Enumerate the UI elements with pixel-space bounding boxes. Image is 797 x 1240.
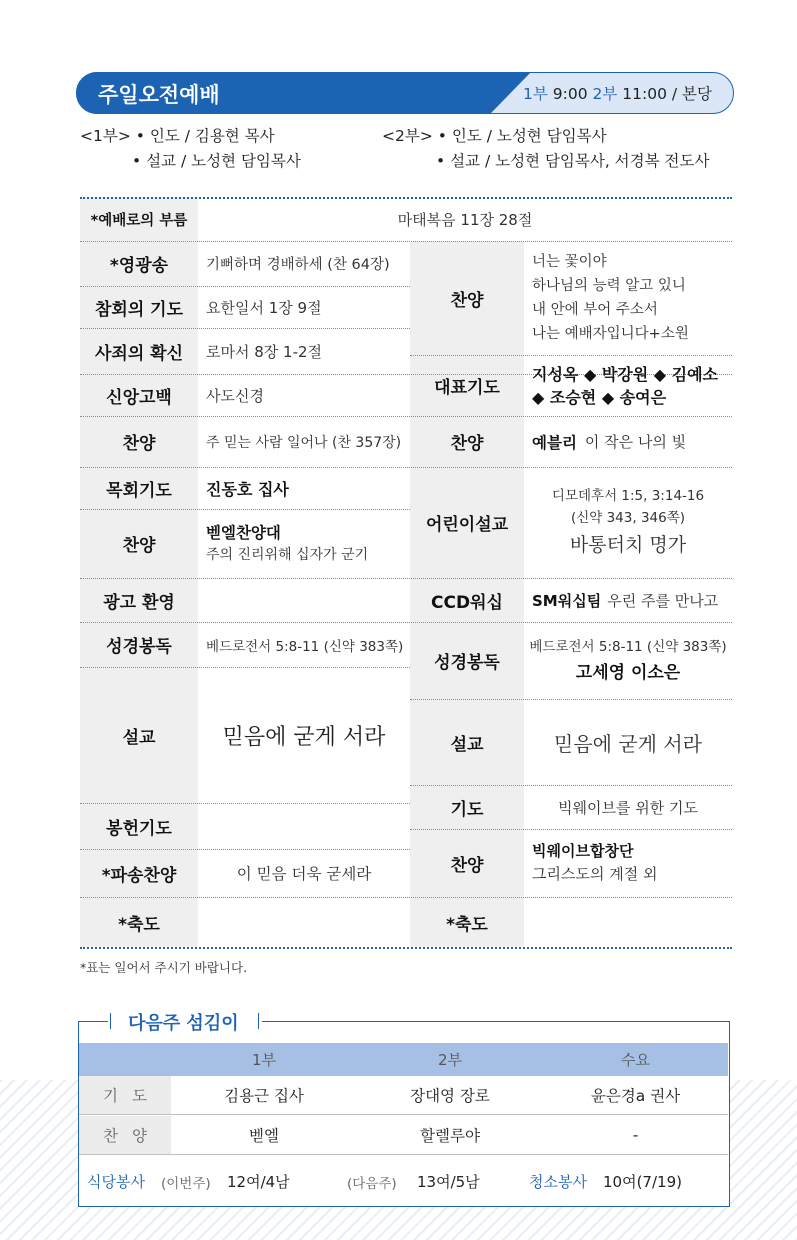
table-header [79, 1043, 728, 1076]
sermon-2-label: 설교 [450, 734, 484, 755]
praise-songs: 너는 꽃이야 하나님의 능력 알고 있니 내 안에 부어 주소서 나는 예배자입니다+소원 [532, 254, 689, 342]
first-service-leaders: <1부> • 인도 / 김용현 목사 • 설교 / 노성현 담임목사 [80, 127, 301, 170]
service-banner [76, 72, 734, 114]
second-service-leaders: <2부> • 인도 / 노성현 담임목사 • 설교 / 노성현 담임목사, 서경복 전도사 [382, 127, 710, 170]
hymn-label: 찬양 [122, 434, 156, 454]
call-to-worship-label: *예배로의 부름 [90, 212, 188, 229]
table-cell: - [632, 1126, 639, 1144]
scripture-reading-2-value: 베드로전서 5:8-11 (신약 383쪽) 고세영 이소은 [529, 638, 727, 683]
pastoral-prayer-value: 진동호 집사 [206, 479, 289, 499]
choir-value: 벧엘찬양대 주의 진리위해 십자가 군기 [206, 523, 369, 563]
table-cell: 할렐루야 [420, 1127, 480, 1145]
next-week-servers-table [78, 1021, 730, 1207]
next-week-title-bar [78, 1009, 730, 1033]
confession-label: 참회의 기도 [94, 299, 184, 320]
praise-2-value: 예블리 이 작은 나의 빛 [532, 433, 687, 452]
assurance-label: 사죄의 확신 [94, 343, 184, 364]
offering-prayer-label: 봉헌기도 [106, 818, 172, 839]
cleaning-service-label: 청소봉사 [529, 1173, 587, 1191]
table-row [79, 1116, 728, 1155]
table-cell: 장대영 장로 [410, 1087, 490, 1105]
assurance-value: 로마서 8장 1-2절 [206, 342, 323, 361]
gloria-label: *영광송 [109, 256, 169, 276]
gloria-value: 기뻐하며 경배하세 (찬 64장) [206, 257, 390, 273]
column-header: 수요 [621, 1051, 650, 1069]
ccd-worship-label: CCD워십 [431, 592, 503, 613]
children-sermon-value: 디모데후서 1:5, 3:14-16 (신약 343, 346쪽) 바통터치 명가 [551, 487, 705, 556]
sermon-label: 설교 [122, 727, 156, 748]
closing-hymn-value: 이 믿음 더욱 굳세라 [236, 865, 372, 883]
sermon-title: 믿음에 굳게 서라 [222, 724, 386, 750]
ccd-worship-value: SM워십팀 우린 주를 만나고 [532, 591, 719, 610]
row-label: 찬양 [79, 1116, 171, 1154]
choir-label: 찬양 [122, 536, 156, 556]
table-cell: 윤은경a 권사 [590, 1087, 681, 1105]
this-week-value: 12여/4남 [227, 1173, 290, 1191]
call-to-worship-value: 마태복음 11장 28절 [397, 210, 533, 229]
service-duty-footer [79, 1160, 728, 1200]
row-label: 기도 [79, 1076, 171, 1114]
scripture-reading-2-label: 성경봉독 [434, 653, 500, 673]
table-cell: 벧엘 [249, 1127, 279, 1145]
column-header: 2부 [437, 1051, 463, 1069]
scripture-reading-value: 베드로전서 5:8-11 (신약 383쪽) [206, 638, 404, 655]
table-cell: 김용근 집사 [224, 1087, 304, 1105]
benediction-2-label: *축도 [446, 914, 488, 935]
closing-hymn-label: *파송찬양 [101, 865, 177, 886]
praise-label: 찬양 [450, 290, 484, 311]
next-week-title: 다음주 섬김이 [128, 1013, 239, 1034]
representative-prayer-names: 지성옥 ◆ 박강원 ◆ 김예소 ◆ 조승현 ◆ 송여은 [532, 364, 718, 407]
scripture-reading-label: 성경봉독 [106, 637, 172, 657]
children-sermon-label: 어린이설교 [425, 515, 509, 535]
next-week-label: (다음주) [347, 1176, 397, 1192]
cleaning-service-value: 10여(7/19) [603, 1173, 682, 1191]
praise-3-value: 빅웨이브합창단 그리스도의 계절 외 [532, 842, 658, 883]
creed-label: 신앙고백 [106, 387, 172, 408]
creed-value: 사도신경 [206, 386, 264, 405]
praise-3-label: 찬양 [450, 855, 484, 876]
benediction-label: *축도 [118, 914, 160, 935]
representative-prayer-label: 대표기도 [434, 378, 500, 398]
order-of-worship-table [80, 197, 732, 949]
service-time: 1부 9:00 2부 11:00 / 본당 [522, 85, 712, 103]
table-row [79, 1076, 728, 1115]
this-week-label: (이번주) [161, 1176, 211, 1192]
prayer-value: 빅웨이브를 위한 기도 [558, 798, 698, 817]
praise-2-label: 찬양 [450, 434, 484, 454]
pastoral-prayer-label: 목회기도 [106, 480, 172, 501]
confession-value: 요한일서 1장 9절 [206, 298, 322, 317]
standing-note: *표는 일어서 주시기 바랍니다. [80, 960, 248, 975]
hymn-value: 주 믿는 사람 일어나 (찬 357장) [206, 434, 402, 451]
meal-service-label: 식당봉사 [87, 1173, 145, 1191]
prayer-label: 기도 [450, 799, 484, 820]
announcements-label: 광고 환영 [103, 592, 175, 613]
sermon-2-title: 믿음에 굳게 서라 [554, 731, 702, 756]
column-header: 1부 [251, 1051, 277, 1069]
service-title: 주일오전예배 [98, 83, 220, 107]
next-week-value: 13여/5남 [417, 1173, 480, 1191]
